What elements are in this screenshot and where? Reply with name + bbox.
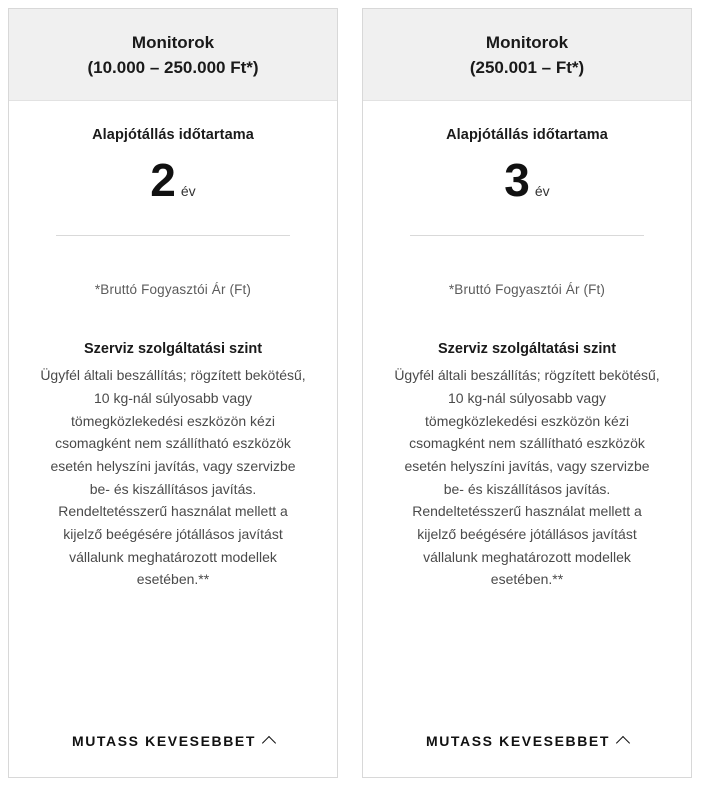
card-title: Monitorok bbox=[131, 33, 215, 52]
warranty-card-monitors-standard bbox=[8, 8, 338, 778]
section-divider bbox=[56, 235, 290, 236]
service-level-text: Ügyfél általi beszállítás; rögzített bekötésű, 10 kg-nál súlyosabb vagy tömegközlekedési eszközön kézi csomagként nem szállítható eszközök esetén helyszíni javítás, vagy szervizbe be- és kiszállításos javítás. Rendeltetésszerű használat mellett a kijelző beégésére jótállásos javítást vállalunk meghatározott modellek esetében.** bbox=[394, 367, 660, 588]
chevron-up-icon bbox=[262, 736, 276, 750]
warranty-card-monitors-premium bbox=[362, 8, 692, 778]
service-level-title: Szerviz szolgáltatási szint bbox=[437, 341, 617, 358]
warranty-years-unit: év bbox=[180, 183, 196, 200]
warranty-duration-value bbox=[391, 154, 663, 207]
show-less-button[interactable] bbox=[37, 727, 309, 759]
price-footnote: *Bruttó Fogyasztói Ár (Ft) bbox=[94, 282, 252, 298]
card-price-range: (250.001 – Ft*) bbox=[469, 57, 585, 77]
show-less-label: MUTASS KEVESEBBET bbox=[71, 733, 257, 749]
show-less-button[interactable] bbox=[391, 727, 663, 759]
service-level-text: Ügyfél általi beszállítás; rögzített bekötésű, 10 kg-nál súlyosabb vagy tömegközlekedési eszközön kézi csomagként nem szállítható eszközök esetén helyszíni javítás, vagy szervizbe be- és kiszállításos javítás. Rendeltetésszerű használat mellett a kijelző beégésére jótállásos javítást vállalunk meghatározott modellek esetében.** bbox=[40, 367, 306, 588]
card-body bbox=[363, 101, 691, 777]
warranty-years-number: 2 bbox=[150, 154, 176, 207]
service-level-title: Szerviz szolgáltatási szint bbox=[83, 341, 263, 358]
warranty-years-unit: év bbox=[534, 183, 550, 200]
card-price-range: (10.000 – 250.000 Ft*) bbox=[87, 57, 259, 77]
card-header bbox=[9, 9, 337, 101]
card-title: Monitorok bbox=[485, 33, 569, 52]
warranty-duration-label: Alapjótállás időtartama bbox=[92, 127, 254, 144]
chevron-up-icon bbox=[616, 736, 630, 750]
price-footnote: *Bruttó Fogyasztói Ár (Ft) bbox=[448, 282, 606, 298]
warranty-duration-value bbox=[37, 154, 309, 207]
warranty-years-number: 3 bbox=[504, 154, 530, 207]
card-header bbox=[363, 9, 691, 101]
section-divider bbox=[410, 235, 644, 236]
show-less-label: MUTASS KEVESEBBET bbox=[425, 733, 611, 749]
card-body bbox=[9, 101, 337, 777]
warranty-duration-label: Alapjótállás időtartama bbox=[446, 127, 608, 144]
